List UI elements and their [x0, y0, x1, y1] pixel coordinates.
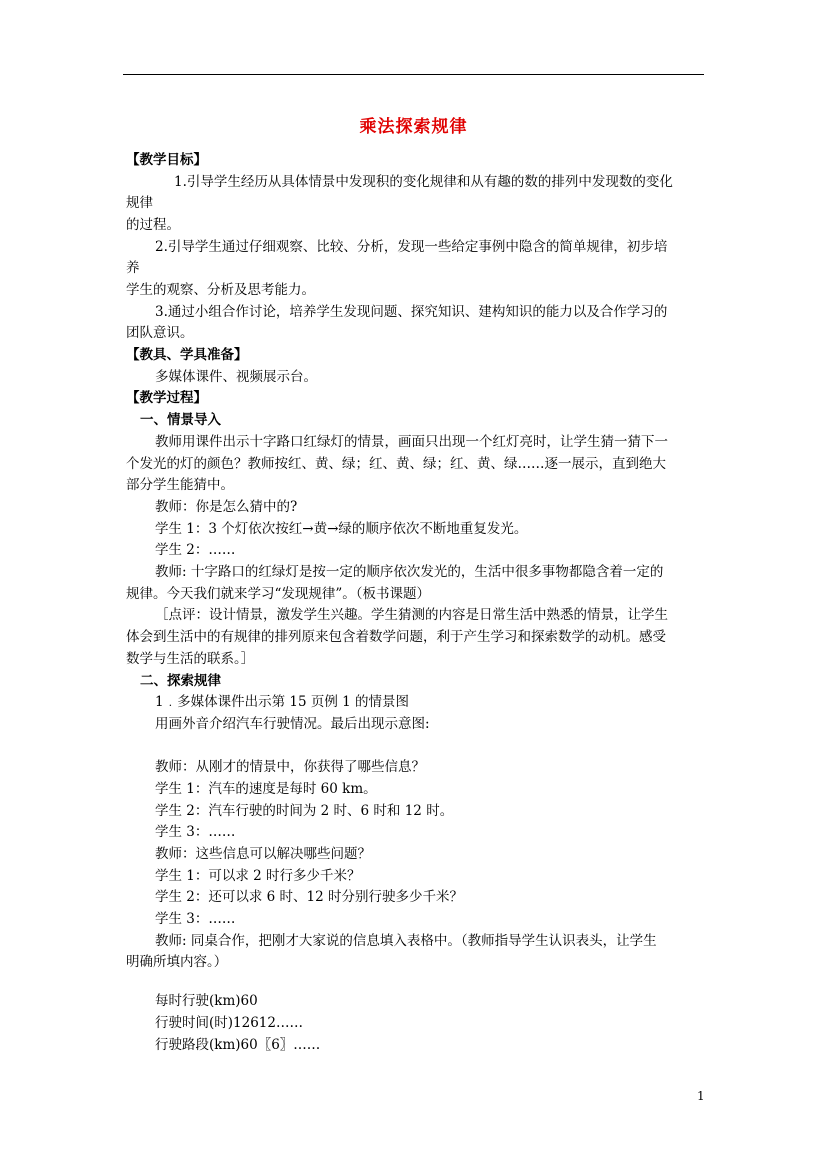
text-line: 数学与生活的联系。］: [126, 651, 255, 667]
text-line: 教师用课件出示十字路口红绿灯的情景，画面只出现一个红灯亮时，让学生猜一猜下一: [155, 434, 668, 450]
section-heading: 【教学目标】: [126, 152, 207, 168]
text-line: 教师：你是怎么猜中的?: [155, 499, 298, 515]
text-line: 教师: 同桌合作，把刚才大家说的信息填入表格中。（教师指导学生认识表头，让学生: [155, 933, 657, 949]
text-line: 体会到生活中的有规律的排列原来包含着数学问题，利于产生学习和探索数学的动机。感受: [126, 629, 666, 645]
text-line: 2.引导学生通过仔细观察、比较、分析，发现一些给定事例中隐含的简单规律，初步培: [155, 239, 668, 255]
section-heading: 一、情景导入: [140, 412, 221, 428]
text-line: 学生 1：可以求 2 时行多少千米？: [155, 868, 361, 884]
text-line: 学生 3：……: [155, 911, 236, 927]
text-line: 个发光的灯的颜色？教师按红、黄、绿；红、黄、绿；红、黄、绿……逐一展示，直到绝大: [126, 456, 666, 472]
text-line: 多媒体课件、视频展示台。: [155, 369, 317, 385]
section-heading: 二、探索规律: [140, 673, 221, 689]
text-line: 规律: [126, 195, 153, 211]
text-line: 团队意识。: [126, 325, 194, 341]
text-line: 教师：从刚才的情景中，你获得了哪些信息？: [155, 759, 425, 775]
header-rule: [123, 74, 704, 75]
text-line: 行驶路段(km)60〖6〗……: [155, 1037, 321, 1053]
text-line: 明确所填内容。）: [126, 954, 228, 970]
text-line: 学生 2：还可以求 6 时、12 时分别行驶多少千米？: [155, 889, 464, 905]
text-line: 1﹒多媒体课件出示第 15 页例 1 的情景图: [155, 694, 410, 710]
text-line: 学生 2：……: [155, 542, 236, 558]
text-line: 部分学生能猜中。: [126, 477, 234, 493]
section-heading: 【教具、学具准备】: [126, 347, 248, 363]
document-title: 乘法探索规律: [359, 117, 468, 137]
text-line: 行驶时间(时)12612……: [155, 1015, 303, 1031]
text-line: 学生的观察、分析及思考能力。: [126, 282, 315, 298]
text-line: ［点评：设计情景，激发学生兴趣。学生猜测的内容是日常生活中熟悉的情景，让学生: [155, 607, 668, 623]
text-line: 教师: 十字路口的红绿灯是按一定的顺序依次发光的，生活中很多事物都隐含着一定的: [155, 564, 664, 580]
text-line: 学生 3：……: [155, 824, 236, 840]
text-line: 每时行驶(km)60: [155, 993, 258, 1009]
text-line: 3.通过小组合作讨论，培养学生发现问题、探究知识、建构知识的能力以及合作学习的: [155, 304, 668, 320]
text-line: 学生 1：汽车的速度是每时 60 km。: [155, 781, 377, 797]
text-line: 规律。今天我们就来学习“发现规律”。（板书课题）: [126, 586, 431, 602]
text-line: 学生 2：汽车行驶的时间为 2 时、6 时和 12 时。: [155, 803, 454, 819]
section-heading: 【教学过程】: [126, 390, 207, 406]
page-number: 1: [697, 1089, 705, 1103]
text-line: 1.引导学生经历从具体情景中发现积的变化规律和从有趣的数的排列中发现数的变化: [174, 174, 673, 190]
text-line: 的过程。: [126, 217, 180, 233]
text-line: 教师：这些信息可以解决哪些问题？: [155, 846, 371, 862]
text-line: 养: [126, 260, 140, 276]
text-line: 用画外音介绍汽车行驶情况。最后出现示意图:: [155, 716, 430, 732]
text-line: 学生 1：3 个灯依次按红→黄→绿的顺序依次不断地重复发光。: [155, 521, 528, 537]
